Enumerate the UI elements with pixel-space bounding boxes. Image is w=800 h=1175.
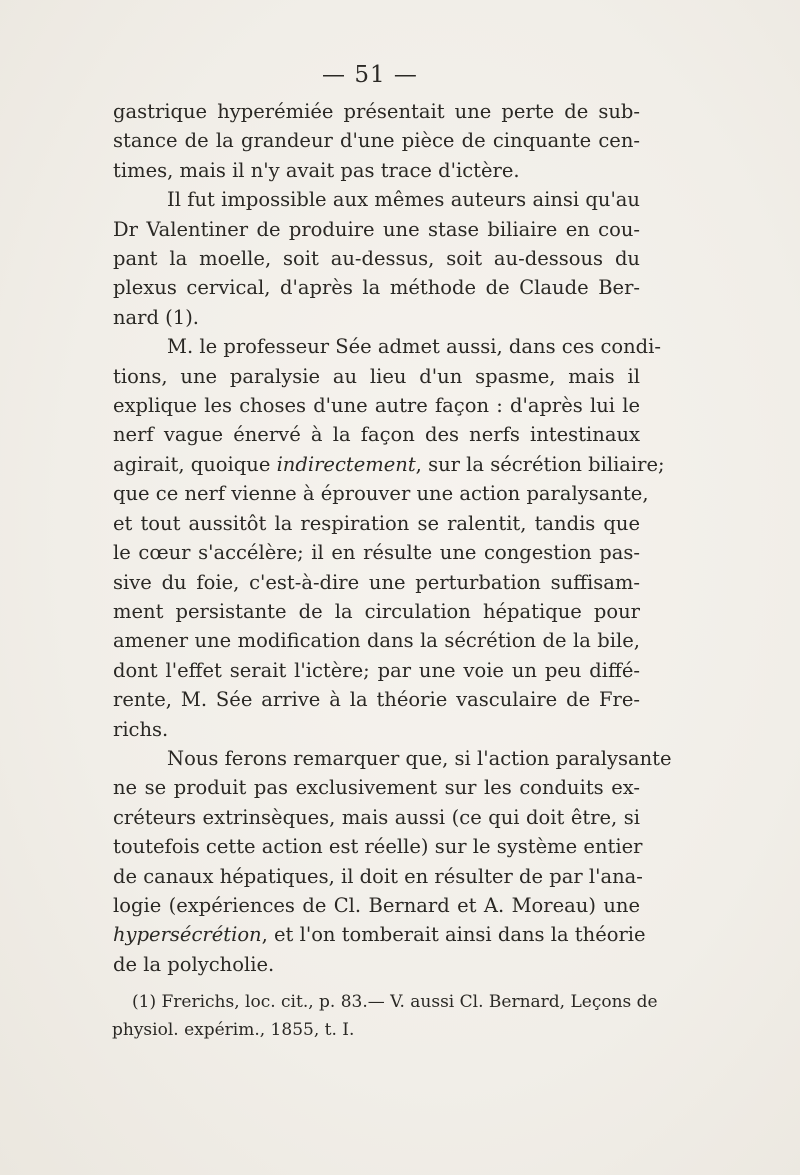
text-line: times, mais il n'y avait pas trace d'ictère. [113, 158, 520, 182]
text-line: que ce nerf vienne à éprouver une action paralysante, [113, 482, 649, 506]
text-line: le cœur s'accélère; il en résulte une congestion pas- [113, 541, 640, 565]
text-line: gastrique hyperémiée présentait une perte de sub- [113, 100, 640, 123]
text-line: stance de la grandeur d'une pièce de cinquante cen- [113, 129, 640, 153]
text-line-italic-word: hypersécrétion, et l'on tomberait ainsi dans la théorie [113, 923, 646, 947]
text-line-italic-word: agirait, quoique indirectement, sur la sécrétion biliaire; [113, 452, 665, 476]
paragraph-3 [113, 332, 665, 744]
text-line: logie (expériences de Cl. Bernard et A. Moreau) une [113, 893, 640, 917]
text-line: et tout aussitôt la respiration se ralentit, tandis que [113, 511, 640, 535]
text-line: richs. [113, 717, 169, 741]
text-line: amener une modification dans la sécrétion de la bile, [113, 629, 640, 653]
paragraph-4 [113, 744, 672, 979]
footnote [112, 988, 658, 1044]
text-line: Dr Valentiner de produire une stase biliaire en cou- [113, 217, 640, 241]
text-line: sive du foie, c'est-à-dire une perturbation suffisam- [113, 570, 640, 594]
text-line: pant la moelle, soit au-dessus, soit au-dessous du [113, 247, 640, 271]
text-line: ment persistante de la circulation hépatique pour [113, 599, 640, 623]
text-line: de canaux hépatiques, il doit en résulter de par l'ana- [113, 864, 643, 888]
page-number: — 51 — [322, 62, 418, 88]
text-line: plexus cervical, d'après la méthode de Claude Ber- [113, 276, 640, 300]
text-line: nerf vague énervé à la façon des nerfs intestinaux [113, 423, 640, 447]
text-line: rente, M. Sée arrive à la théorie vasculaire de Fre- [113, 688, 640, 712]
text-line: créteurs extrinsèques, mais aussi (ce qui doit être, si [113, 805, 640, 829]
text-line: tions, une paralysie au lieu d'un spasme, mais il [113, 364, 640, 388]
text-line: de la polycholie. [113, 952, 275, 976]
text-line: Nous ferons remarquer que, si l'action paralysante [167, 746, 672, 770]
text-line: M. le professeur Sée admet aussi, dans ces condi- [167, 335, 661, 359]
text-line: Il fut impossible aux mêmes auteurs ainsi qu'au [167, 188, 640, 212]
text-line: explique les choses d'une autre façon : d'après lui le [113, 394, 640, 418]
body-text [113, 97, 672, 979]
text-line: ne se produit pas exclusivement sur les conduits ex- [113, 776, 640, 800]
footnote-line: physiol. expérim., 1855, t. I. [112, 1020, 355, 1040]
footnote-line: (1) Frerichs, loc. cit., p. 83.— V. aussi Cl. Bernard, Leçons de [132, 992, 658, 1012]
paragraph-1 [113, 97, 640, 185]
text-line: nard (1). [113, 305, 200, 329]
text-line: toutefois cette action est réelle) sur le système entier [113, 835, 643, 859]
text-line: dont l'effet serait l'ictère; par une voie un peu diffé- [113, 658, 640, 682]
paragraph-2 [113, 185, 640, 332]
